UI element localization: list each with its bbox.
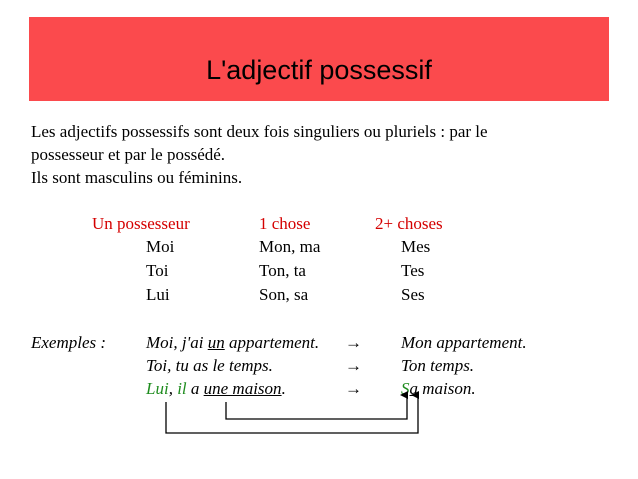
example-1-result: Mon appartement.: [401, 333, 527, 352]
row-moi-many: Mes: [401, 237, 431, 256]
example-2-sentence: Toi, tu as le temps.: [146, 356, 273, 375]
row-toi-person: Toi: [146, 261, 169, 280]
header-many-things: 2+ choses: [375, 214, 443, 233]
page-title: L'adjectif possessif: [206, 55, 432, 85]
example-3-dot: .: [281, 379, 286, 398]
example-1-underlined: un: [207, 333, 225, 352]
example-3-underlined: une maison: [203, 379, 282, 398]
row-lui-many: Ses: [401, 285, 425, 304]
header-one-thing: 1 chose: [259, 214, 311, 233]
connector-inner-arrow: [226, 395, 407, 419]
connector-outer-arrow: [166, 395, 418, 433]
intro-line-2: possesseur et par le possédé.: [31, 145, 226, 164]
intro-line-3: Ils sont masculins ou féminins.: [31, 168, 243, 187]
example-1-pre: Moi, j'ai: [146, 333, 208, 352]
example-2-result: Ton temps.: [401, 356, 475, 375]
example-3-result-a: a: [409, 379, 418, 398]
example-3-arrow: →: [345, 379, 362, 398]
intro-line-1: Les adjectifs possessifs sont deux fois singuliers ou pluriels : par le: [31, 122, 488, 141]
row-toi-one: Ton, ta: [259, 261, 306, 280]
row-toi-many: Tes: [401, 261, 425, 280]
example-3-result-s: S: [401, 379, 410, 398]
example-3-comma: ,: [168, 379, 173, 398]
example-1-arrow: →: [345, 333, 362, 352]
example-1-post: appartement.: [224, 333, 320, 352]
example-3-il: il: [177, 379, 187, 398]
example-2-arrow: →: [345, 356, 362, 375]
row-moi-person: Moi: [146, 237, 175, 256]
row-lui-one: Son, sa: [259, 285, 309, 304]
row-moi-one: Mon, ma: [259, 237, 321, 256]
header-possessor: Un possesseur: [92, 214, 190, 233]
example-3-result-rest: maison.: [418, 379, 476, 398]
row-lui-person: Lui: [146, 285, 170, 304]
example-3-lui: Lui: [146, 379, 169, 398]
example-3-a: a: [186, 379, 204, 398]
examples-label: Exemples :: [31, 333, 107, 352]
